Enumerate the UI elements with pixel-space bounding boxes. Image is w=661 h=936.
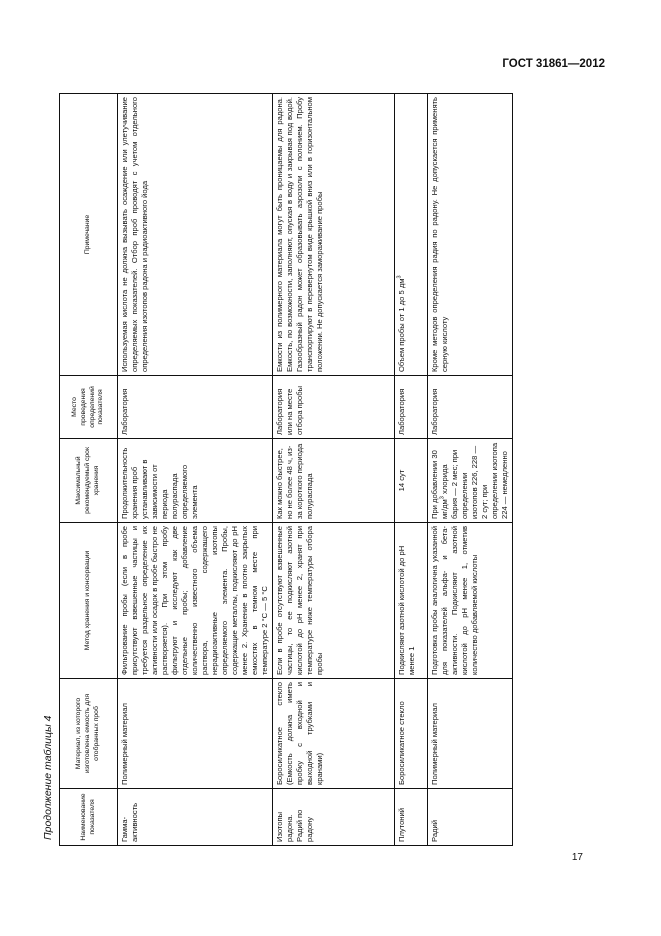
header-determination-place: Место проведения определений показателя bbox=[60, 376, 118, 439]
cell-place: Лаборатория bbox=[118, 376, 273, 439]
cell-storage: 14 сут bbox=[395, 439, 428, 523]
cell-name: Радий bbox=[428, 789, 513, 846]
cell-material: Боросиликатное стекло (Емкость должна иметь пробку с входной и выходной трубками и кранами) bbox=[273, 679, 395, 789]
cell-note: Используемая кислота не должна вызывать осаждение или улетучивание определяемых показателей. Отбор проб проводят с учетом отдельного определения изотопов радона и радиоактивного йода bbox=[118, 94, 273, 376]
cell-name: Плутоний bbox=[395, 789, 428, 846]
cell-storage: Как можно быстрее, но не более 48 ч, из-за короткого периода полураспада bbox=[273, 439, 395, 523]
table-row bbox=[395, 94, 428, 846]
cell-name: Изотопы радона. Радий по радону bbox=[273, 789, 395, 846]
cell-method: Фильтрование пробы (если в пробе присутствуют взвешенные частицы и требуется раздельное определение их активности или осадок в пробе быстро не растворяется). При этом пробу фильтруют и исследуют как две отдельные пробы; добавление количественно известного объема раствора, содержащего нерадиоактивные изотопы определяемого элемента. Пробы, содержащие металлы, подкисляют до рН менее 2. Хранение в плотно закрытых емкостях в темном месте при температуре 2 °С — 5 °С bbox=[118, 523, 273, 679]
table-row bbox=[273, 94, 395, 846]
cell-material: Полимерный материал bbox=[118, 679, 273, 789]
header-max-storage-time: Максимальный рекомендуемый срок хранения bbox=[60, 439, 118, 523]
rotated-table-container bbox=[59, 94, 510, 846]
header-indicator-name: Наименование показателя bbox=[60, 789, 118, 846]
storage-text-b: хлорида бария — 2 мес; при определении изотопов 226, 228 — 2 сут; при определении изотопа 224 — немедленно bbox=[440, 442, 510, 519]
cell-note: Кроме методов определения радия по радону. Не допускается применять серную кислоту bbox=[428, 94, 513, 376]
header-note: Примечание bbox=[60, 94, 118, 376]
table-header-row bbox=[60, 94, 118, 846]
cell-material: Боросиликатное стекло bbox=[395, 679, 428, 789]
cell-storage bbox=[428, 439, 513, 523]
note-superscript: 3 bbox=[396, 275, 403, 279]
cell-method: Если в пробе отсутствуют взвешенные частицы, то ее подкисляют азотной кислотой до рН менее 2, хранят при температуре ниже температуры отбора пробы bbox=[273, 523, 395, 679]
header-storage-method: Метод хранения и консервации bbox=[60, 523, 118, 679]
cell-note bbox=[395, 94, 428, 376]
header-container-material: Материал, из которого изготовлена емкость для отобранных проб bbox=[60, 679, 118, 789]
table-row bbox=[428, 94, 513, 846]
page-number: 17 bbox=[571, 852, 583, 863]
table-caption: Продолжение таблицы 4 bbox=[42, 715, 54, 840]
storage-superscript: 3 bbox=[439, 496, 446, 500]
cell-name: Гамма-активность bbox=[118, 789, 273, 846]
cell-place: Лаборатория или на месте отбора пробы bbox=[273, 376, 395, 439]
table-row bbox=[118, 94, 273, 846]
storage-text-a: При добавлении 30 мг/дм bbox=[430, 450, 450, 519]
cell-method: Подкисляют азотной кислотой до рН менее 1 bbox=[395, 523, 428, 679]
cell-note: Емкости из полимерного материала могут быть проницаемы для радона. Емкость, по возможности, заполняют, опуская в воду и закрывая под водой. Газообразный радон может образовывать аэрозоли с полонием. Пробу транспортируют в перевернутом виде крышкой вниз или в горизонтальном положении. Не допускается замораживание пробы bbox=[273, 94, 395, 376]
table-4 bbox=[59, 93, 513, 846]
document-code: ГОСТ 31861—2012 bbox=[502, 58, 605, 70]
cell-place: Лаборатория bbox=[428, 376, 513, 439]
cell-storage: Продолжительность хранения проб устанавливают в зависимости от периода полураспада определяемого элемента bbox=[118, 439, 273, 523]
cell-method: Подготовка пробы аналогична указанной для показателей альфа- и бета-активности. Подкисляют азотной кислотой до рН менее 1, отметив количество добавляемой кислоты bbox=[428, 523, 513, 679]
cell-place: Лаборатория bbox=[395, 376, 428, 439]
cell-material: Полимерный материал bbox=[428, 679, 513, 789]
note-text: Объем пробы от 1 до 5 дм bbox=[397, 278, 407, 372]
